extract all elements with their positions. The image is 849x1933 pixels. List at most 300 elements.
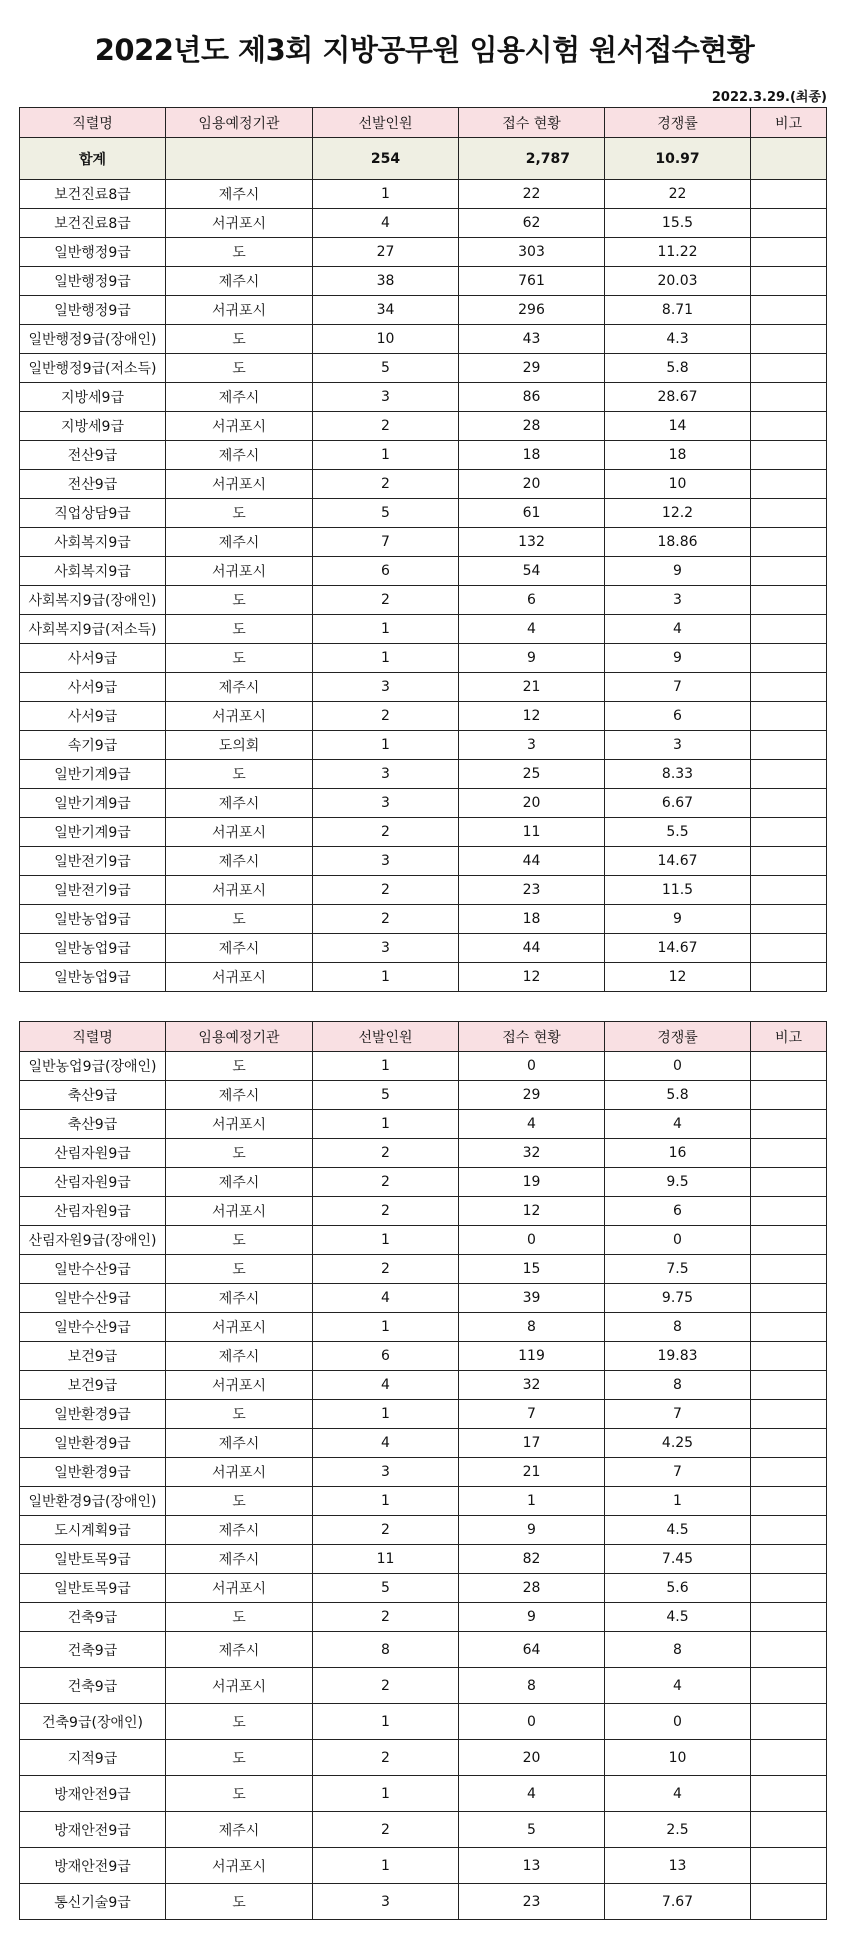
position-name: 일반기계9급 (20, 760, 166, 789)
applied-count: 29 (459, 1081, 605, 1110)
position-name: 일반농업9급 (20, 963, 166, 992)
applied-count: 303 (459, 238, 605, 267)
agency: 제주시 (166, 1545, 313, 1574)
report-date: 2022.3.29.(최종) (711, 90, 827, 105)
position-name: 일반행정9급 (20, 238, 166, 267)
competition-ratio: 9 (605, 905, 751, 934)
agency: 서귀포시 (166, 1197, 313, 1226)
agency: 서귀포시 (166, 412, 313, 441)
competition-ratio: 22 (605, 180, 751, 209)
competition-ratio: 7 (605, 673, 751, 702)
position-name: 일반농업9급 (20, 905, 166, 934)
total-label: 합계 (20, 138, 166, 180)
position-name: 산림자원9급(장애인) (20, 1226, 166, 1255)
competition-ratio: 4 (605, 1668, 751, 1704)
position-name: 지방세9급 (20, 412, 166, 441)
note (751, 644, 827, 673)
applied-count: 21 (459, 673, 605, 702)
competition-ratio: 7.67 (605, 1884, 751, 1920)
note (751, 876, 827, 905)
position-name: 일반토목9급 (20, 1545, 166, 1574)
note (751, 963, 827, 992)
selected-count: 5 (313, 1081, 459, 1110)
note (751, 905, 827, 934)
selected-count: 2 (313, 470, 459, 499)
competition-ratio: 18.86 (605, 528, 751, 557)
selected-count: 10 (313, 325, 459, 354)
applied-count: 54 (459, 557, 605, 586)
applied-count: 32 (459, 1371, 605, 1400)
note (751, 383, 827, 412)
position-name: 산림자원9급 (20, 1168, 166, 1197)
agency: 도 (166, 644, 313, 673)
table-row (20, 702, 827, 731)
competition-ratio: 5.8 (605, 354, 751, 383)
table-row (20, 1052, 827, 1081)
note (751, 238, 827, 267)
applied-count: 12 (459, 1197, 605, 1226)
applied-count: 0 (459, 1052, 605, 1081)
competition-ratio: 0 (605, 1704, 751, 1740)
selected-count: 1 (313, 1776, 459, 1812)
table-row (20, 1487, 827, 1516)
applications-table-1 (19, 107, 827, 992)
agency: 제주시 (166, 847, 313, 876)
competition-ratio: 19.83 (605, 1342, 751, 1371)
table-row (20, 934, 827, 963)
selected-count: 7 (313, 528, 459, 557)
note (751, 934, 827, 963)
selected-count: 11 (313, 1545, 459, 1574)
selected-count: 1 (313, 441, 459, 470)
competition-ratio: 6.67 (605, 789, 751, 818)
table-row (20, 1848, 827, 1884)
table-row (20, 731, 827, 760)
competition-ratio: 14.67 (605, 934, 751, 963)
applied-count: 12 (459, 963, 605, 992)
competition-ratio: 4 (605, 1110, 751, 1139)
agency: 서귀포시 (166, 296, 313, 325)
applied-count: 82 (459, 1545, 605, 1574)
agency: 서귀포시 (166, 1371, 313, 1400)
competition-ratio: 7 (605, 1458, 751, 1487)
note (751, 557, 827, 586)
agency: 도 (166, 499, 313, 528)
position-name: 일반환경9급 (20, 1458, 166, 1487)
header-applied: 접수 현황 (459, 1022, 605, 1052)
position-name: 일반기계9급 (20, 789, 166, 818)
table-row (20, 1516, 827, 1545)
table-row (20, 1255, 827, 1284)
agency: 도 (166, 1740, 313, 1776)
competition-ratio: 2.5 (605, 1812, 751, 1848)
agency: 도 (166, 1255, 313, 1284)
header-ratio: 경쟁률 (605, 1022, 751, 1052)
table-header-row (20, 1022, 827, 1052)
agency: 제주시 (166, 267, 313, 296)
table-row (20, 760, 827, 789)
table-row (20, 789, 827, 818)
table-row (20, 325, 827, 354)
applied-count: 86 (459, 383, 605, 412)
note (751, 1197, 827, 1226)
agency: 제주시 (166, 528, 313, 557)
agency: 서귀포시 (166, 1848, 313, 1884)
applied-count: 15 (459, 1255, 605, 1284)
applied-count: 18 (459, 905, 605, 934)
note (751, 1704, 827, 1740)
agency: 제주시 (166, 1812, 313, 1848)
table-row (20, 1284, 827, 1313)
selected-count: 3 (313, 1458, 459, 1487)
selected-count: 2 (313, 1197, 459, 1226)
header-ratio: 경쟁률 (605, 108, 751, 138)
agency: 서귀포시 (166, 1313, 313, 1342)
applied-count: 13 (459, 1848, 605, 1884)
position-name: 일반농업9급(장애인) (20, 1052, 166, 1081)
selected-count: 8 (313, 1632, 459, 1668)
applied-count: 132 (459, 528, 605, 557)
note (751, 441, 827, 470)
selected-count: 2 (313, 876, 459, 905)
competition-ratio: 9.75 (605, 1284, 751, 1313)
table-row (20, 644, 827, 673)
competition-ratio: 9.5 (605, 1168, 751, 1197)
position-name: 축산9급 (20, 1110, 166, 1139)
position-name: 방재안전9급 (20, 1812, 166, 1848)
agency: 서귀포시 (166, 1574, 313, 1603)
selected-count: 3 (313, 847, 459, 876)
competition-ratio: 13 (605, 1848, 751, 1884)
agency: 도 (166, 760, 313, 789)
table-row (20, 180, 827, 209)
header-agency: 임용예정기관 (166, 1022, 313, 1052)
table-row (20, 876, 827, 905)
applied-count: 19 (459, 1168, 605, 1197)
applied-count: 22 (459, 180, 605, 209)
position-name: 도시계획9급 (20, 1516, 166, 1545)
selected-count: 1 (313, 615, 459, 644)
applied-count: 43 (459, 325, 605, 354)
note (751, 1400, 827, 1429)
selected-count: 3 (313, 383, 459, 412)
note (751, 1110, 827, 1139)
note (751, 528, 827, 557)
applied-count: 20 (459, 470, 605, 499)
header-agency: 임용예정기관 (166, 108, 313, 138)
applied-count: 4 (459, 1110, 605, 1139)
position-name: 산림자원9급 (20, 1139, 166, 1168)
agency: 도 (166, 354, 313, 383)
table-row (20, 1603, 827, 1632)
position-name: 통신기술9급 (20, 1884, 166, 1920)
competition-ratio: 8 (605, 1632, 751, 1668)
agency: 서귀포시 (166, 557, 313, 586)
note (751, 1740, 827, 1776)
table-row (20, 905, 827, 934)
selected-count: 38 (313, 267, 459, 296)
selected-count: 1 (313, 1110, 459, 1139)
note (751, 615, 827, 644)
position-name: 건축9급 (20, 1632, 166, 1668)
competition-ratio: 5.6 (605, 1574, 751, 1603)
selected-count: 3 (313, 760, 459, 789)
agency: 제주시 (166, 789, 313, 818)
note (751, 1081, 827, 1110)
note (751, 470, 827, 499)
note (751, 1487, 827, 1516)
table-row (20, 1740, 827, 1776)
competition-ratio: 10 (605, 1740, 751, 1776)
competition-ratio: 4.3 (605, 325, 751, 354)
header-selected: 선발인원 (313, 108, 459, 138)
position-name: 건축9급(장애인) (20, 1704, 166, 1740)
competition-ratio: 11.22 (605, 238, 751, 267)
note (751, 1371, 827, 1400)
selected-count: 2 (313, 1668, 459, 1704)
position-name: 일반환경9급 (20, 1429, 166, 1458)
position-name: 방재안전9급 (20, 1776, 166, 1812)
note (751, 818, 827, 847)
table-row (20, 1081, 827, 1110)
agency: 제주시 (166, 180, 313, 209)
position-name: 방재안전9급 (20, 1848, 166, 1884)
table-row (20, 1400, 827, 1429)
position-name: 사회복지9급(저소득) (20, 615, 166, 644)
applied-count: 32 (459, 1139, 605, 1168)
agency: 도 (166, 905, 313, 934)
selected-count: 2 (313, 1603, 459, 1632)
applied-count: 9 (459, 1603, 605, 1632)
competition-ratio: 9 (605, 557, 751, 586)
note (751, 1545, 827, 1574)
note (751, 209, 827, 238)
applied-count: 9 (459, 1516, 605, 1545)
position-name: 보건진료8급 (20, 209, 166, 238)
header-position: 직렬명 (20, 108, 166, 138)
selected-count: 1 (313, 1052, 459, 1081)
selected-count: 2 (313, 1255, 459, 1284)
competition-ratio: 4 (605, 615, 751, 644)
applied-count: 28 (459, 1574, 605, 1603)
agency: 도 (166, 586, 313, 615)
table-row (20, 1574, 827, 1603)
competition-ratio: 7.45 (605, 1545, 751, 1574)
note (751, 1255, 827, 1284)
selected-count: 4 (313, 1371, 459, 1400)
applied-count: 25 (459, 760, 605, 789)
agency: 제주시 (166, 441, 313, 470)
table-row (20, 1668, 827, 1704)
position-name: 보건9급 (20, 1371, 166, 1400)
selected-count: 34 (313, 296, 459, 325)
selected-count: 2 (313, 1740, 459, 1776)
competition-ratio: 1 (605, 1487, 751, 1516)
position-name: 일반환경9급 (20, 1400, 166, 1429)
selected-count: 1 (313, 731, 459, 760)
competition-ratio: 8 (605, 1313, 751, 1342)
position-name: 일반전기9급 (20, 876, 166, 905)
table-row (20, 586, 827, 615)
competition-ratio: 11.5 (605, 876, 751, 905)
position-name: 사회복지9급(장애인) (20, 586, 166, 615)
agency: 서귀포시 (166, 818, 313, 847)
agency: 도 (166, 1776, 313, 1812)
note (751, 847, 827, 876)
selected-count: 2 (313, 1516, 459, 1545)
agency: 제주시 (166, 1516, 313, 1545)
competition-ratio: 5.5 (605, 818, 751, 847)
applied-count: 1 (459, 1487, 605, 1516)
agency: 도 (166, 1139, 313, 1168)
applied-count: 20 (459, 789, 605, 818)
page-title: 2022년도 제3회 지방공무원 임용시험 원서접수현황 (94, 33, 755, 67)
applications-table-2 (19, 1021, 827, 1920)
table-row (20, 1168, 827, 1197)
applied-count: 28 (459, 412, 605, 441)
note (751, 180, 827, 209)
applied-count: 6 (459, 586, 605, 615)
applied-count: 23 (459, 1884, 605, 1920)
table-row (20, 1313, 827, 1342)
selected-count: 27 (313, 238, 459, 267)
agency: 서귀포시 (166, 1668, 313, 1704)
applied-count: 23 (459, 876, 605, 905)
table-row (20, 1226, 827, 1255)
agency: 제주시 (166, 1168, 313, 1197)
position-name: 일반행정9급 (20, 267, 166, 296)
table-row (20, 1110, 827, 1139)
position-name: 사서9급 (20, 644, 166, 673)
position-name: 건축9급 (20, 1668, 166, 1704)
note (751, 412, 827, 441)
selected-count: 1 (313, 180, 459, 209)
position-name: 일반행정9급(장애인) (20, 325, 166, 354)
note (751, 1848, 827, 1884)
total-agency (166, 138, 313, 180)
table-row (20, 383, 827, 412)
agency: 제주시 (166, 1342, 313, 1371)
competition-ratio: 12.2 (605, 499, 751, 528)
table-row (20, 615, 827, 644)
table-row (20, 296, 827, 325)
table-row (20, 1342, 827, 1371)
competition-ratio: 4.5 (605, 1516, 751, 1545)
agency: 도 (166, 615, 313, 644)
selected-count: 1 (313, 1313, 459, 1342)
competition-ratio: 14 (605, 412, 751, 441)
position-name: 축산9급 (20, 1081, 166, 1110)
position-name: 일반환경9급(장애인) (20, 1487, 166, 1516)
table-row (20, 1884, 827, 1920)
competition-ratio: 7.5 (605, 1255, 751, 1284)
applied-count: 8 (459, 1668, 605, 1704)
note (751, 1429, 827, 1458)
note (751, 296, 827, 325)
table-row (20, 1197, 827, 1226)
competition-ratio: 9 (605, 644, 751, 673)
position-name: 일반행정9급(저소득) (20, 354, 166, 383)
competition-ratio: 3 (605, 731, 751, 760)
selected-count: 6 (313, 557, 459, 586)
agency: 도 (166, 1603, 313, 1632)
selected-count: 1 (313, 644, 459, 673)
applied-count: 4 (459, 1776, 605, 1812)
position-name: 직업상담9급 (20, 499, 166, 528)
selected-count: 5 (313, 499, 459, 528)
note (751, 1139, 827, 1168)
applied-count: 8 (459, 1313, 605, 1342)
total-note (751, 138, 827, 180)
selected-count: 3 (313, 1884, 459, 1920)
competition-ratio: 10 (605, 470, 751, 499)
selected-count: 1 (313, 1226, 459, 1255)
position-name: 전산9급 (20, 470, 166, 499)
agency: 서귀포시 (166, 1110, 313, 1139)
total-selected: 254 (313, 138, 459, 180)
note (751, 1168, 827, 1197)
note (751, 1342, 827, 1371)
agency: 서귀포시 (166, 209, 313, 238)
table-row (20, 412, 827, 441)
table-row (20, 238, 827, 267)
selected-count: 2 (313, 905, 459, 934)
note (751, 789, 827, 818)
note (751, 1516, 827, 1545)
applied-count: 44 (459, 847, 605, 876)
position-name: 사회복지9급 (20, 528, 166, 557)
selected-count: 4 (313, 1429, 459, 1458)
position-name: 사서9급 (20, 702, 166, 731)
competition-ratio: 0 (605, 1226, 751, 1255)
agency: 서귀포시 (166, 702, 313, 731)
table-row (20, 209, 827, 238)
selected-count: 5 (313, 354, 459, 383)
selected-count: 1 (313, 1848, 459, 1884)
agency: 도 (166, 238, 313, 267)
agency: 서귀포시 (166, 1458, 313, 1487)
table-row (20, 1139, 827, 1168)
position-name: 일반행정9급 (20, 296, 166, 325)
note (751, 1632, 827, 1668)
competition-ratio: 12 (605, 963, 751, 992)
position-name: 건축9급 (20, 1603, 166, 1632)
position-name: 사회복지9급 (20, 557, 166, 586)
competition-ratio: 5.8 (605, 1081, 751, 1110)
selected-count: 1 (313, 1704, 459, 1740)
selected-count: 4 (313, 209, 459, 238)
note (751, 1884, 827, 1920)
note (751, 731, 827, 760)
applied-count: 12 (459, 702, 605, 731)
applied-count: 61 (459, 499, 605, 528)
header-note: 비고 (751, 108, 827, 138)
table-row (20, 1812, 827, 1848)
applied-count: 761 (459, 267, 605, 296)
applied-count: 18 (459, 441, 605, 470)
applied-count: 119 (459, 1342, 605, 1371)
table-row (20, 1704, 827, 1740)
position-name: 지방세9급 (20, 383, 166, 412)
note (751, 354, 827, 383)
selected-count: 1 (313, 1400, 459, 1429)
competition-ratio: 8 (605, 1371, 751, 1400)
table-row (20, 499, 827, 528)
table-row (20, 470, 827, 499)
note (751, 1776, 827, 1812)
table-row (20, 267, 827, 296)
table-row (20, 963, 827, 992)
